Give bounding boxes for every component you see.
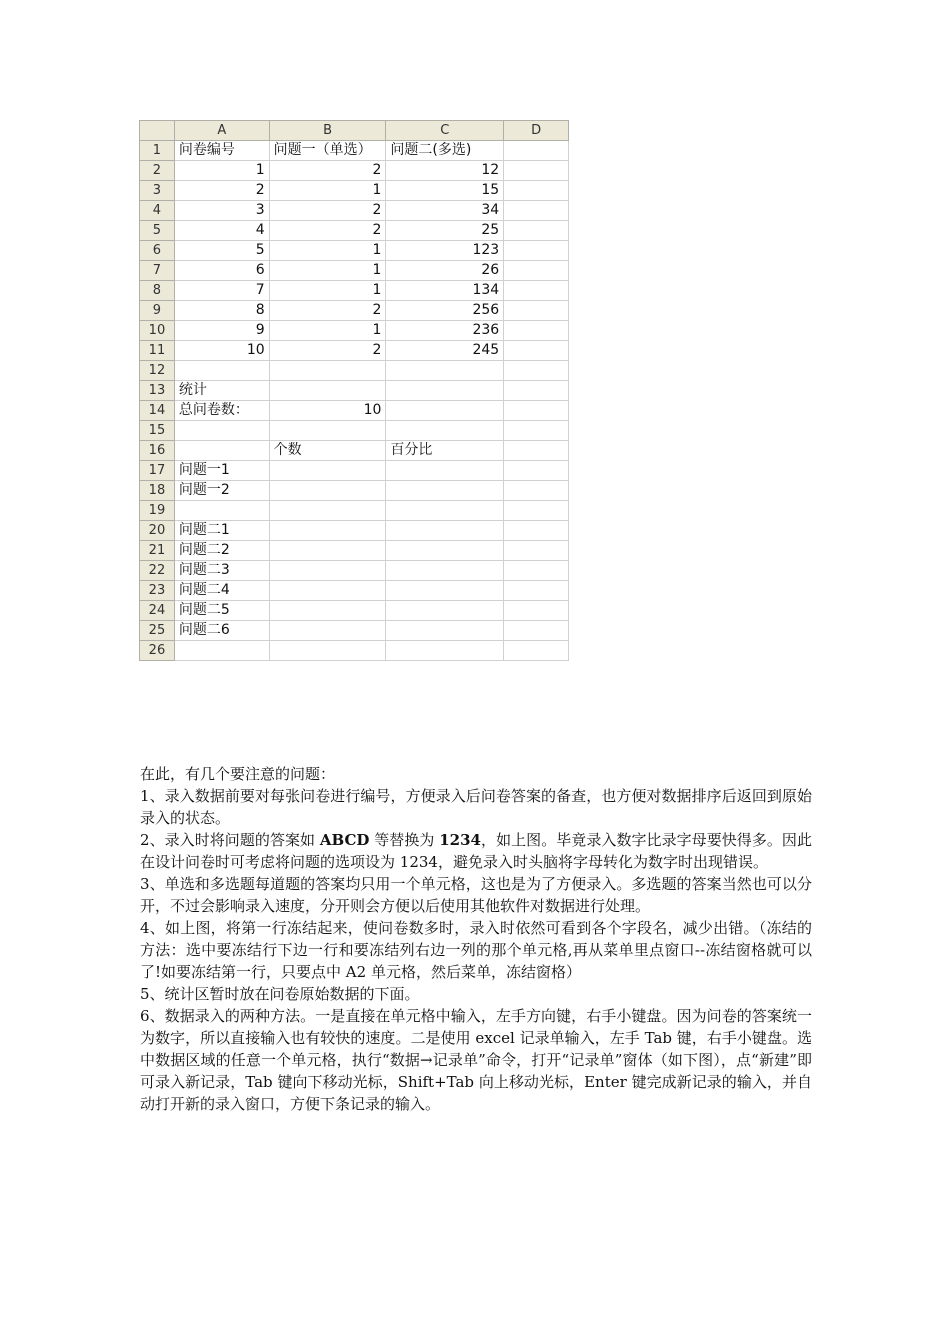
note-2-pre: 2、录入时将问题的答案如 [140, 831, 320, 849]
cell-b[interactable]: 1 [269, 321, 386, 341]
cell-b[interactable] [269, 421, 386, 441]
cell-c[interactable]: 34 [386, 201, 504, 221]
row-header[interactable]: 12 [140, 361, 175, 381]
note-5: 5、统计区暂时放在问卷原始数据的下面。 [140, 985, 420, 1003]
cell-d[interactable] [504, 581, 569, 601]
cell-a[interactable]: 9 [174, 321, 269, 341]
cell-b[interactable]: 2 [269, 341, 386, 361]
table-row [140, 561, 569, 581]
cell-d[interactable] [504, 141, 569, 161]
cell-b[interactable] [269, 561, 386, 581]
cell-b[interactable] [269, 381, 386, 401]
cell-b[interactable]: 2 [269, 221, 386, 241]
cell-a[interactable]: 3 [174, 201, 269, 221]
table-row [140, 481, 569, 501]
note-2 [140, 829, 812, 873]
cell-b[interactable] [269, 601, 386, 621]
row-header[interactable]: 23 [140, 581, 175, 601]
column-header-a[interactable]: A [174, 121, 269, 141]
row-header[interactable]: 15 [140, 421, 175, 441]
cell-a[interactable]: 问题二6 [174, 621, 269, 641]
spreadsheet-screenshot [139, 120, 569, 664]
cell-c[interactable]: 25 [386, 221, 504, 241]
row-header[interactable]: 1 [140, 141, 175, 161]
table-row [140, 601, 569, 621]
row-header[interactable]: 26 [140, 641, 175, 661]
row-header[interactable]: 11 [140, 341, 175, 361]
cell-b[interactable]: 问题一（单选） [269, 141, 386, 161]
note-6: 6、数据录入的两种方法。一是直接在单元格中输入，左手方向键，右手小键盘。因为问卷的答案统一为数字，所以直接输入也有较快的速度。二是使用 excel 记录单输入，左手 Tab 键，右手小键盘。选中数据区域的任意一个单元格，执行“数据→记录单”命令，打开“记录单”窗体（如下图），点“新建”即可录入新记录，Tab 键向下移动光标，Shift+Tab 向上移动光标，Enter 键完成新记录的输入，并自动打开新的录入窗口，方便下条记录的输入。 [140, 1007, 812, 1113]
row-header[interactable]: 10 [140, 321, 175, 341]
row-header[interactable]: 17 [140, 461, 175, 481]
cell-c[interactable]: 问题二(多选) [386, 141, 504, 161]
row-header[interactable]: 13 [140, 381, 175, 401]
table-row [140, 421, 569, 441]
table-row [140, 221, 569, 241]
cell-c[interactable]: 256 [386, 301, 504, 321]
cell-d[interactable] [504, 221, 569, 241]
table-row [140, 261, 569, 281]
cell-a[interactable] [174, 441, 269, 461]
cell-b[interactable] [269, 501, 386, 521]
table-row [140, 341, 569, 361]
cell-a[interactable] [174, 641, 269, 661]
intro-paragraph: 在此，有几个要注意的问题： [140, 765, 336, 783]
cell-a[interactable]: 问题二1 [174, 521, 269, 541]
note-1: 1、录入数据前要对每张问卷进行编号，方便录入后问卷答案的备查，也方便对数据排序后返回到原始录入的状态。 [140, 787, 812, 827]
spreadsheet-grid [139, 120, 569, 661]
cell-d[interactable] [504, 441, 569, 461]
cell-c[interactable] [386, 581, 504, 601]
cell-c[interactable] [386, 401, 504, 421]
row-header[interactable]: 3 [140, 181, 175, 201]
cell-a[interactable]: 问题二5 [174, 601, 269, 621]
cell-c[interactable] [386, 421, 504, 441]
table-row [140, 361, 569, 381]
table-row [140, 321, 569, 341]
row-header[interactable]: 14 [140, 401, 175, 421]
cell-d[interactable] [504, 501, 569, 521]
row-header[interactable]: 21 [140, 541, 175, 561]
cell-b[interactable]: 2 [269, 161, 386, 181]
row-header[interactable]: 9 [140, 301, 175, 321]
cell-a[interactable]: 5 [174, 241, 269, 261]
cell-a[interactable]: 问题二3 [174, 561, 269, 581]
table-row [140, 241, 569, 261]
table-row [140, 181, 569, 201]
cell-d[interactable] [504, 361, 569, 381]
cell-c[interactable]: 236 [386, 321, 504, 341]
note-2-post: ，如上图。毕竟录入数字比录字母要快得多。因此在设计问卷时可考虑将问题的选项设为 1234，避免录入时头脑将字母转化为数字时出现错误。 [140, 831, 812, 871]
cell-c[interactable]: 百分比 [386, 441, 504, 461]
cell-b[interactable] [269, 641, 386, 661]
cell-a[interactable]: 总问卷数： [174, 401, 269, 421]
cell-c[interactable] [386, 481, 504, 501]
row-header[interactable]: 20 [140, 521, 175, 541]
cell-d[interactable] [504, 301, 569, 321]
row-header[interactable]: 22 [140, 561, 175, 581]
cell-d[interactable] [504, 161, 569, 181]
table-row [140, 501, 569, 521]
cell-d[interactable] [504, 461, 569, 481]
table-row [140, 301, 569, 321]
cell-a[interactable]: 6 [174, 261, 269, 281]
cell-d[interactable] [504, 521, 569, 541]
cell-a[interactable] [174, 361, 269, 381]
cell-a[interactable]: 问卷编号 [174, 141, 269, 161]
cell-b[interactable] [269, 581, 386, 601]
cell-c[interactable]: 123 [386, 241, 504, 261]
corner-cell[interactable] [140, 121, 175, 141]
cell-a[interactable]: 问题一1 [174, 461, 269, 481]
cell-c[interactable] [386, 601, 504, 621]
cell-d[interactable] [504, 321, 569, 341]
cell-a[interactable]: 4 [174, 221, 269, 241]
cell-b[interactable] [269, 481, 386, 501]
cell-c[interactable]: 15 [386, 181, 504, 201]
cell-a[interactable]: 10 [174, 341, 269, 361]
cell-c[interactable] [386, 541, 504, 561]
cell-c[interactable] [386, 461, 504, 481]
cell-d[interactable] [504, 261, 569, 281]
sheet-rows [140, 141, 569, 661]
table-row [140, 521, 569, 541]
cell-b[interactable]: 1 [269, 281, 386, 301]
cell-b[interactable]: 2 [269, 301, 386, 321]
cell-d[interactable] [504, 601, 569, 621]
cell-d[interactable] [504, 401, 569, 421]
cell-c[interactable] [386, 561, 504, 581]
table-row [140, 141, 569, 161]
cell-a[interactable]: 问题一2 [174, 481, 269, 501]
table-row [140, 381, 569, 401]
cell-d[interactable] [504, 281, 569, 301]
cell-b[interactable] [269, 521, 386, 541]
cell-d[interactable] [504, 381, 569, 401]
cell-a[interactable]: 2 [174, 181, 269, 201]
cell-c[interactable] [386, 641, 504, 661]
cell-a[interactable]: 问题二4 [174, 581, 269, 601]
cell-b[interactable] [269, 361, 386, 381]
cell-b[interactable]: 10 [269, 401, 386, 421]
column-header-c[interactable]: C [386, 121, 504, 141]
cell-c[interactable]: 26 [386, 261, 504, 281]
cell-d[interactable] [504, 341, 569, 361]
cell-c[interactable]: 134 [386, 281, 504, 301]
table-row [140, 161, 569, 181]
cell-a[interactable]: 统计 [174, 381, 269, 401]
cell-d[interactable] [504, 541, 569, 561]
row-header[interactable]: 16 [140, 441, 175, 461]
table-row [140, 461, 569, 481]
table-row [140, 581, 569, 601]
row-header[interactable]: 24 [140, 601, 175, 621]
row-header[interactable]: 2 [140, 161, 175, 181]
cell-d[interactable] [504, 181, 569, 201]
cell-c[interactable] [386, 621, 504, 641]
cell-b[interactable]: 1 [269, 241, 386, 261]
row-header[interactable]: 8 [140, 281, 175, 301]
table-row [140, 281, 569, 301]
column-header-row [140, 121, 569, 141]
cell-d[interactable] [504, 421, 569, 441]
table-row [140, 401, 569, 421]
cell-b[interactable] [269, 461, 386, 481]
column-header-d[interactable]: D [504, 121, 569, 141]
table-row [140, 201, 569, 221]
row-header[interactable]: 25 [140, 621, 175, 641]
cell-b[interactable]: 2 [269, 201, 386, 221]
column-header-b[interactable]: B [269, 121, 386, 141]
note-2-bold-1234: 1234 [439, 831, 481, 849]
cell-c[interactable]: 245 [386, 341, 504, 361]
cell-c[interactable] [386, 381, 504, 401]
cell-b[interactable]: 个数 [269, 441, 386, 461]
cell-a[interactable] [174, 421, 269, 441]
row-header[interactable]: 19 [140, 501, 175, 521]
cell-c[interactable] [386, 521, 504, 541]
cell-d[interactable] [504, 241, 569, 261]
document-body [140, 763, 812, 1115]
row-header[interactable]: 4 [140, 201, 175, 221]
cell-b[interactable] [269, 621, 386, 641]
table-row [140, 641, 569, 661]
cell-a[interactable] [174, 501, 269, 521]
cell-b[interactable]: 1 [269, 261, 386, 281]
row-header[interactable]: 18 [140, 481, 175, 501]
cell-c[interactable] [386, 501, 504, 521]
row-header[interactable]: 7 [140, 261, 175, 281]
cell-c[interactable]: 12 [386, 161, 504, 181]
cell-d[interactable] [504, 481, 569, 501]
cell-a[interactable]: 7 [174, 281, 269, 301]
cell-d[interactable] [504, 201, 569, 221]
cell-a[interactable]: 8 [174, 301, 269, 321]
note-4: 4、如上图，将第一行冻结起来，使问卷数多时，录入时依然可看到各个字段名，减少出错。（冻结的方法：选中要冻结行下边一行和要冻结列右边一列的那个单元格,再从菜单里点窗口--冻结窗格就可以了!如要冻结第一行，只要点中 A2 单元格，然后菜单，冻结窗格） [140, 919, 812, 981]
note-2-bold-abcd: ABCD [319, 831, 370, 849]
cell-c[interactable] [386, 361, 504, 381]
row-header[interactable]: 5 [140, 221, 175, 241]
table-row [140, 621, 569, 641]
cell-d[interactable] [504, 641, 569, 661]
table-row [140, 541, 569, 561]
cell-b[interactable] [269, 541, 386, 561]
cell-b[interactable]: 1 [269, 181, 386, 201]
row-header[interactable]: 6 [140, 241, 175, 261]
cell-a[interactable]: 1 [174, 161, 269, 181]
cell-d[interactable] [504, 621, 569, 641]
note-3: 3、单选和多选题每道题的答案均只用一个单元格，这也是为了方便录入。多选题的答案当然也可以分开，不过会影响录入速度，分开则会方便以后使用其他软件对数据进行处理。 [140, 875, 812, 915]
cell-a[interactable]: 问题二2 [174, 541, 269, 561]
note-2-mid: 等替换为 [369, 831, 440, 849]
cell-d[interactable] [504, 561, 569, 581]
table-row [140, 441, 569, 461]
